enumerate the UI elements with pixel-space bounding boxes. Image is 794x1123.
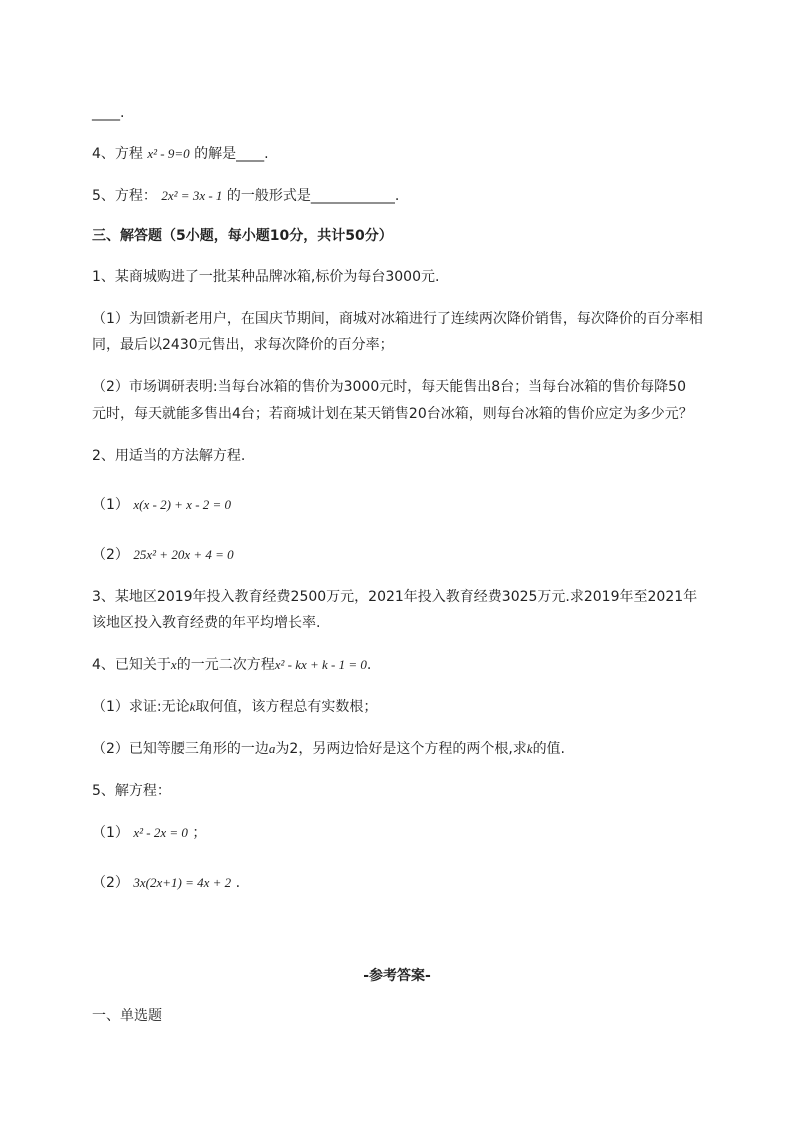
p5e2-suffix: . (235, 875, 241, 891)
p4p2-var-k: k (526, 741, 533, 756)
fill-question-5 (92, 187, 399, 205)
problem-2-equation-2 (92, 546, 234, 564)
p4-suffix: . (366, 657, 372, 673)
problem-4-part-1 (92, 698, 377, 716)
p5e2-prefix: （2） (92, 875, 129, 891)
q5-suffix: 的一般形式是____________. (226, 188, 400, 204)
p2e2-math: 25x² + 20x + 4 = 0 (133, 547, 234, 562)
problem-1-stem: 1、某商城购进了一批某种品牌冰箱,标价为每台3000元. (92, 269, 440, 285)
p4p1-suffix: 取何值，该方程总有实数根； (195, 699, 378, 715)
blank-continuation: ____. (92, 105, 125, 121)
q4-suffix: 的解是____. (194, 146, 269, 162)
q5-equation: 2x² = 3x - 1 (161, 188, 223, 203)
problem-1-part-2-line-2: 元时，每天就能多售出4台；若商城计划在某天销售20台冰箱，则每台冰箱的售价应定为多少元？ (92, 406, 693, 422)
q4-equation: x² - 9=0 (147, 146, 190, 161)
p4p1-prefix: （1）求证:无论 (92, 699, 190, 715)
problem-2-stem: 2、用适当的方法解方程. (92, 448, 246, 464)
p2e1-math: x(x - 2) + x - 2 = 0 (133, 497, 232, 512)
p4-var-x: x (170, 657, 177, 672)
p4p2-prefix: （2）已知等腰三角形的一边 (92, 741, 269, 757)
problem-5-equation-1 (92, 824, 206, 842)
p4p1-var-k: k (189, 699, 196, 714)
problem-2-equation-1 (92, 496, 231, 514)
p2e1-prefix: （1） (92, 497, 129, 513)
p4p2-suffix: 的值. (532, 741, 566, 757)
p4p2-var-a: a (268, 741, 276, 756)
section-3-heading: 三、解答题（5小题，每小题10分，共计50分） (92, 228, 393, 244)
p2e2-prefix: （2） (92, 547, 129, 563)
q5-prefix: 5、方程： (92, 188, 157, 204)
problem-1-part-2-line-1: （2）市场调研表明:当每台冰箱的售价为3000元时，每天能售出8台；当每台冰箱的售价每降50 (92, 379, 686, 395)
p5e1-math: x² - 2x = 0 (133, 825, 188, 840)
p5e1-prefix: （1） (92, 825, 129, 841)
p4-prefix: 4、已知关于 (92, 657, 171, 673)
q4-prefix: 4、方程 (92, 146, 143, 162)
p4-equation: x² - kx + k - 1 = 0 (274, 657, 367, 672)
fill-question-4 (92, 145, 269, 163)
problem-5-equation-2 (92, 874, 240, 892)
p5e2-math: 3x(2x+1) = 4x + 2 (133, 875, 232, 890)
problem-5-stem: 5、解方程： (92, 783, 171, 799)
problem-3-line-1: 3、某地区2019年投入教育经费2500万元，2021年投入教育经费3025万元.求2019年至2021年 (92, 589, 698, 605)
p5e1-suffix: ； (192, 825, 207, 841)
p4p2-mid: 为2，另两边恰好是这个方程的两个根,求 (275, 741, 527, 757)
problem-1-part-1-line-2: 同，最后以2430元售出，求每次降价的百分率； (92, 337, 394, 353)
p4-mid: 的一元二次方程 (176, 657, 275, 673)
answers-title: -参考答案- (363, 968, 431, 984)
problem-4-stem (92, 656, 371, 674)
problem-4-part-2 (92, 740, 565, 758)
problem-1-part-1-line-1: （1）为回馈新老用户，在国庆节期间，商城对冰箱进行了连续两次降价销售，每次降价的百分率相 (92, 311, 703, 327)
problem-3-line-2: 该地区投入教育经费的年平均增长率. (92, 615, 321, 631)
answers-section-1-heading: 一、单选题 (92, 1008, 162, 1024)
